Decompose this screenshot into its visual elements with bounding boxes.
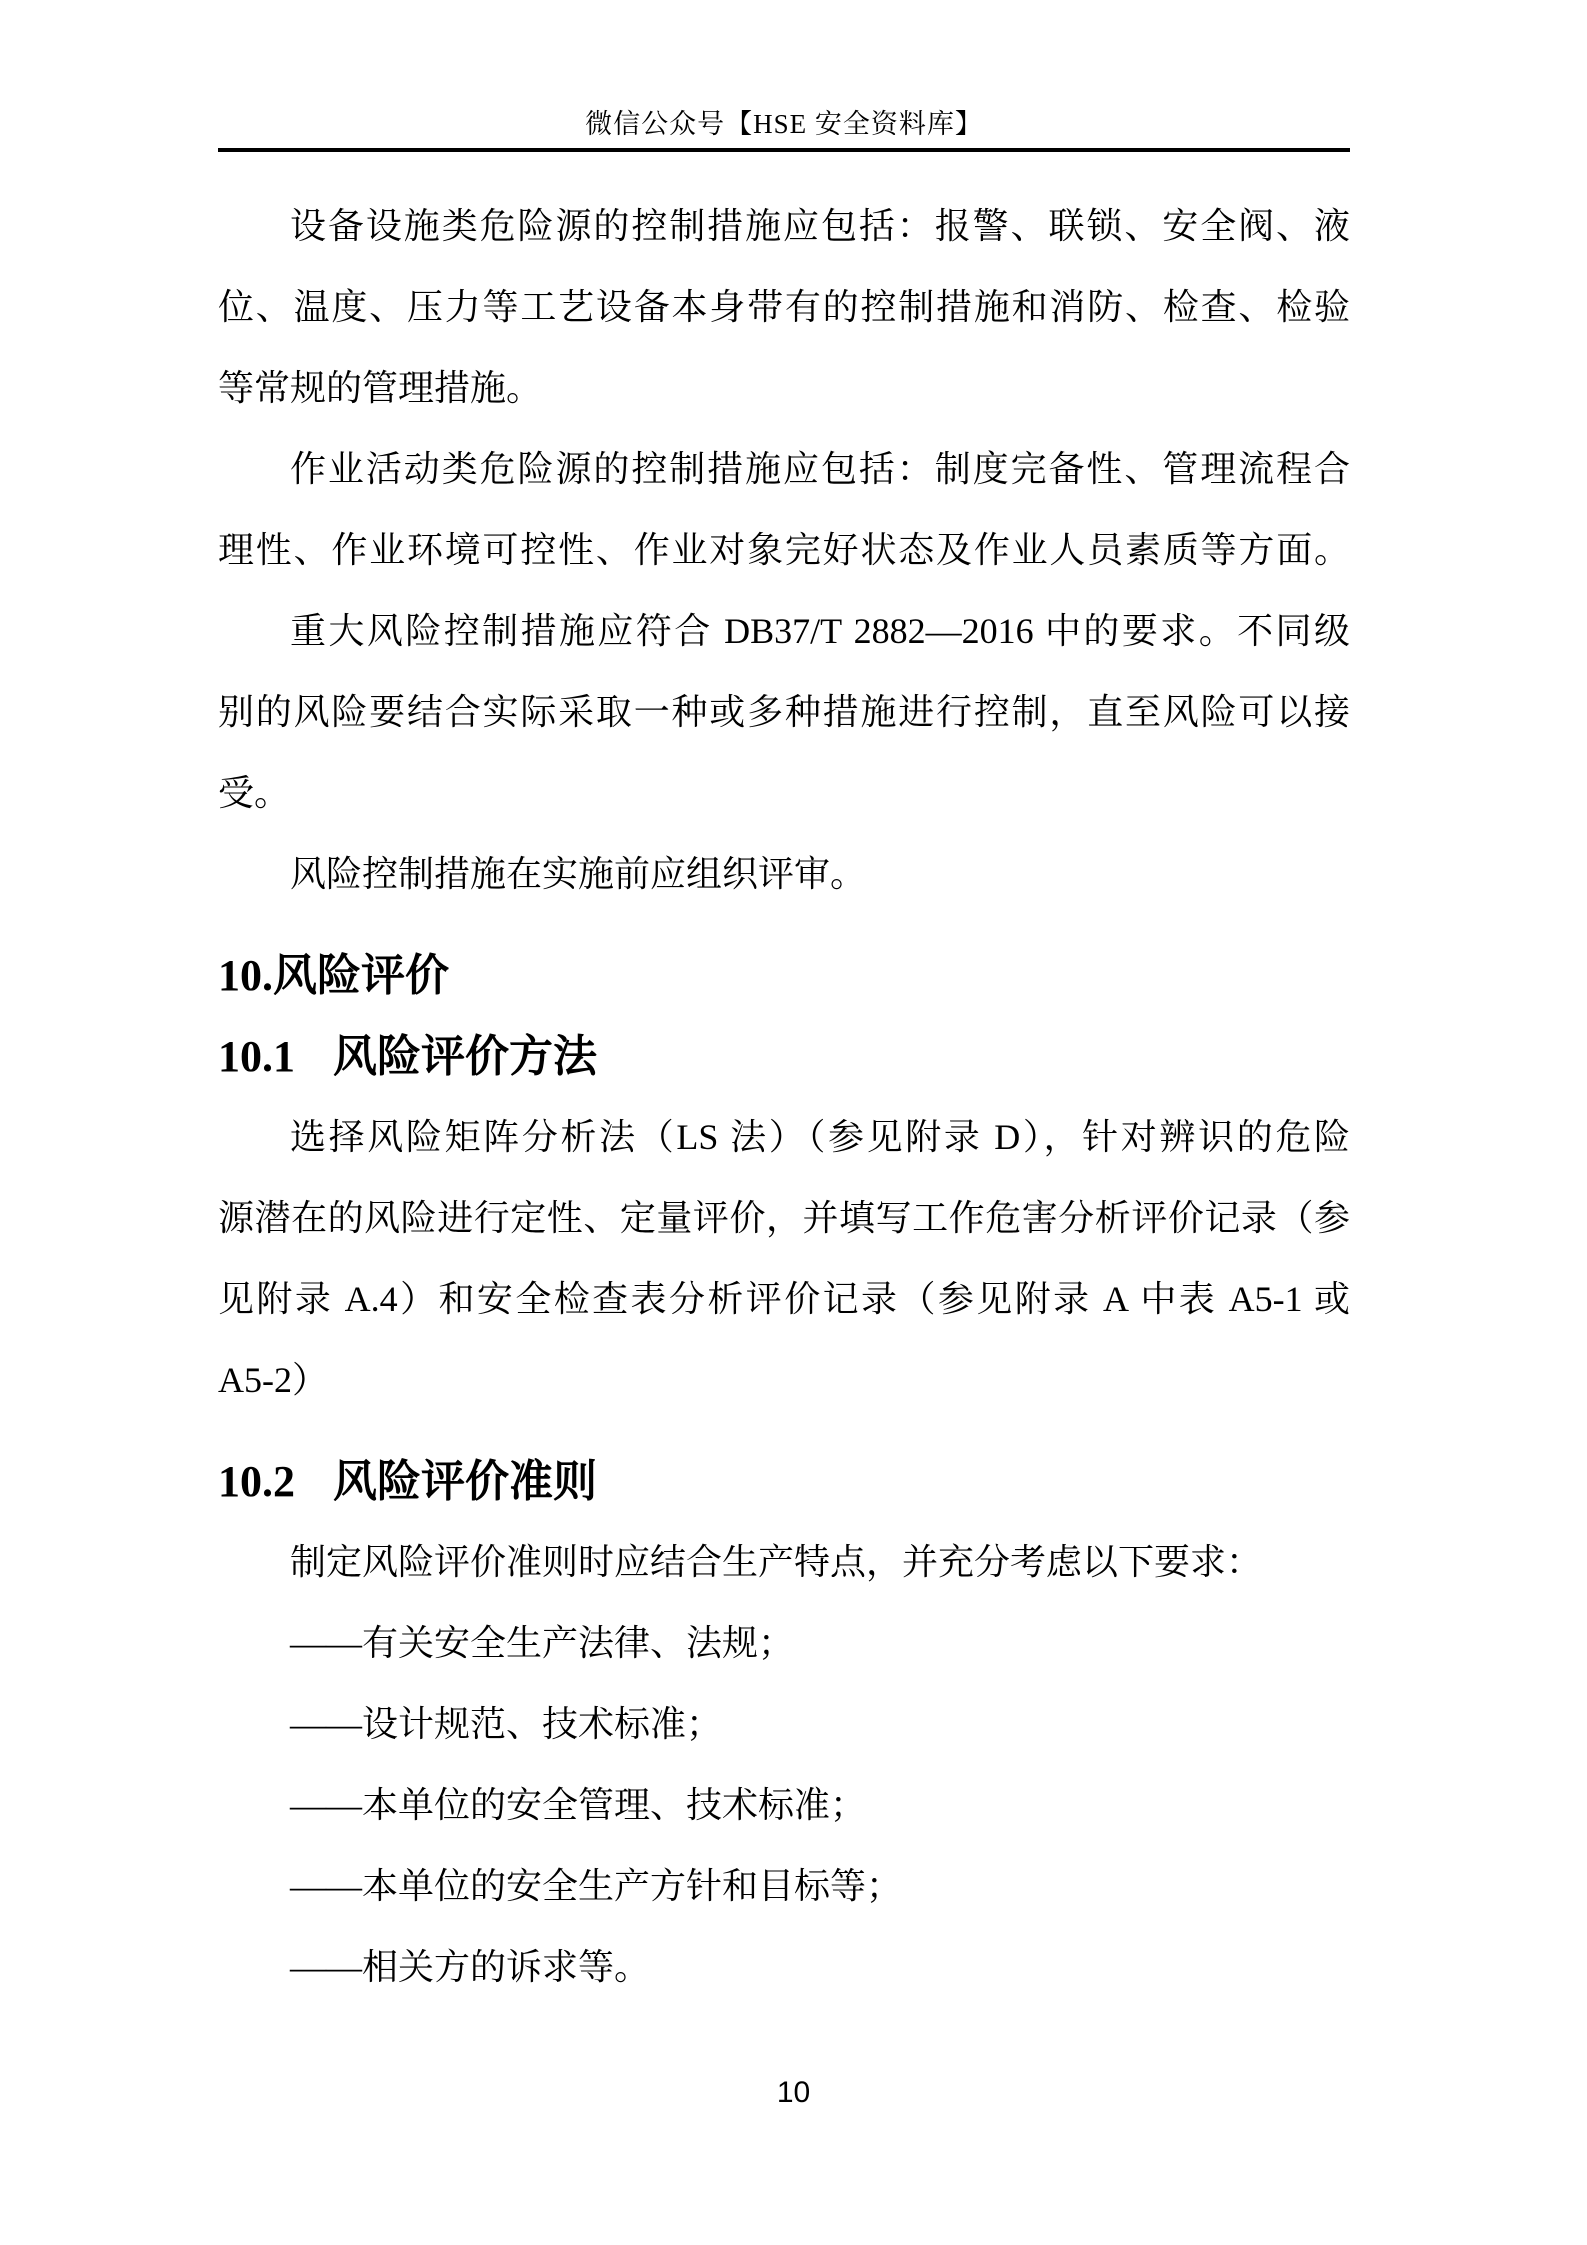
paragraph-line: 重大风险控制措施应符合 DB37/T 2882—2016 中的要求。不同级 [290, 611, 1350, 651]
header-watermark-text: 微信公众号【HSE 安全资料库】 [585, 109, 983, 139]
paragraph-line: 设备设施类危险源的控制措施应包括：报警、联锁、安全阀、液 [290, 206, 1350, 246]
list-item: ——本单位的安全生产方针和目标等； [290, 1866, 903, 1906]
paragraph-line: 源潜在的风险进行定性、定量评价，并填写工作危害分析评价记录（参 [218, 1198, 1350, 1238]
heading-title: 风险评价方法 [333, 1032, 597, 1081]
heading-title: 风险评价准则 [333, 1457, 597, 1506]
document-body [218, 186, 1350, 2008]
paragraph-line: 位、温度、压力等工艺设备本身带有的控制措施和消防、检查、检验 [218, 287, 1350, 327]
list-item: ——相关方的诉求等。 [290, 1947, 651, 1987]
section-heading-10-1 [218, 1016, 1350, 1097]
page-number: 10 [776, 2076, 811, 2109]
list-item: ——本单位的安全管理、技术标准； [290, 1785, 867, 1825]
paragraph-line: 制定风险评价准则时应结合生产特点，并充分考虑以下要求： [290, 1542, 1263, 1582]
paragraph-line: 风险控制措施在实施前应组织评审。 [290, 854, 867, 894]
paragraph-line: 选择风险矩阵分析法（LS 法）（参见附录 D），针对辨识的危险 [290, 1117, 1350, 1157]
list-item: ——设计规范、技术标准； [290, 1704, 723, 1744]
paragraph-line: 别的风险要结合实际采取一种或多种措施进行控制，直至风险可以接 [218, 692, 1350, 732]
paragraph-line: 作业活动类危险源的控制措施应包括：制度完备性、管理流程合 [290, 449, 1350, 489]
heading-title: 风险评价 [273, 951, 449, 1000]
list-item: ——有关安全生产法律、法规； [290, 1623, 795, 1663]
paragraph-line: 见附录 A.4）和安全检查表分析评价记录（参见附录 A 中表 A5-1 或 [218, 1279, 1350, 1319]
paragraph-line: 等常规的管理措施。 [218, 368, 543, 408]
page-footer [0, 2076, 1587, 2110]
heading-number: 10.1 [218, 1032, 295, 1081]
section-heading-10 [218, 935, 1350, 1016]
paragraph-line: 受。 [218, 773, 291, 813]
heading-number: 10.2 [218, 1457, 295, 1506]
paragraph-line: A5-2） [218, 1360, 328, 1400]
heading-number: 10. [218, 951, 273, 1000]
paragraph-line: 理性、作业环境可控性、作业对象完好状态及作业人员素质等方面。 [218, 530, 1350, 570]
page-header [218, 108, 1350, 152]
section-heading-10-2 [218, 1441, 1350, 1522]
